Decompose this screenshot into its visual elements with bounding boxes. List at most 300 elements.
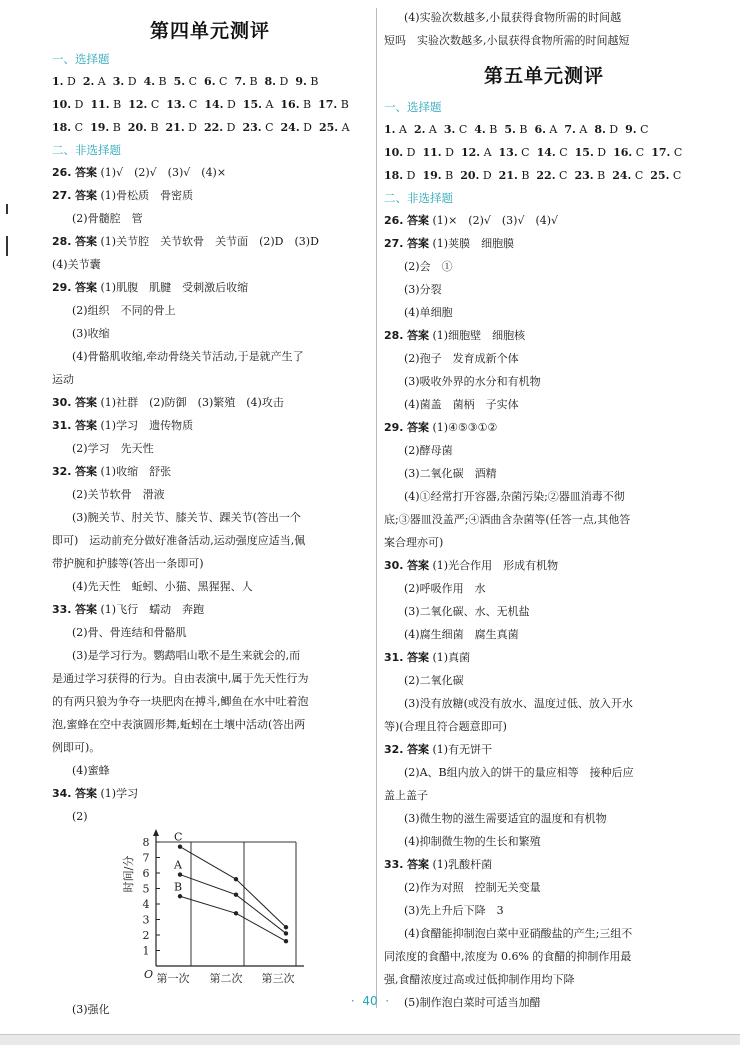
question-number: 7. (234, 75, 246, 88)
answer-text: (1)肌腹 肌腱 受刺激后收缩 (100, 281, 249, 294)
answer-letter: D (303, 121, 312, 134)
answer-letter: D (127, 75, 137, 88)
answer-label: 答案 (407, 421, 429, 434)
answer-label: 答案 (75, 465, 97, 478)
answer-text: (4)①经常打开容器,杂菌污染;②器皿消毒不彻 (404, 490, 625, 503)
question-number: 3. (443, 123, 456, 136)
answer-letter: D (597, 146, 607, 159)
answer-letter: B (340, 98, 349, 111)
unit4-section-nonchoice: 二、非选择题 (52, 143, 121, 157)
choice-answer (612, 164, 643, 187)
choice-answer (174, 70, 197, 93)
answer-line (52, 690, 368, 713)
answer-text: 强,食醋浓度过高或过低抑制作用均下降 (384, 973, 575, 986)
answer-letter: B (150, 121, 159, 134)
question-answer-line (384, 738, 704, 761)
answer-label: 答案 (75, 603, 97, 616)
question-number: 12. (128, 98, 148, 111)
page-number: · 40 · (350, 994, 390, 1008)
answer-letter: C (634, 169, 644, 182)
answer-text: (3)没有放糖(或没有放水、温度过低、放入开水 (404, 697, 633, 710)
choice-row (384, 164, 704, 187)
answer-letter: D (66, 75, 76, 88)
answer-letter: B (158, 75, 167, 88)
choice-answer (474, 118, 497, 141)
data-point-B (178, 894, 182, 898)
answer-text: (1)真菌 (432, 651, 471, 664)
answer-line (384, 945, 704, 968)
question-answer-line (52, 782, 368, 805)
choice-answer (144, 70, 167, 93)
question-number: 8. (594, 123, 606, 136)
answer-text: (1)④⑤③①② (432, 421, 498, 434)
answer-line (52, 322, 368, 345)
answer-text: (1)学习 遗传物质 (100, 419, 194, 432)
answer-text: (3)先上升后下降 3 (404, 904, 504, 917)
y-tick-label: 4 (142, 898, 150, 911)
answer-text: (4)关节囊 (52, 258, 101, 271)
y-tick-label: 5 (142, 882, 150, 896)
choice-answer (536, 164, 567, 187)
unit5-choice-answers (384, 118, 704, 187)
choice-answer (575, 141, 606, 164)
question-answer-line (384, 232, 704, 255)
answer-line (384, 715, 704, 738)
answer-line (52, 667, 368, 690)
choice-answer (265, 70, 289, 93)
answer-line (52, 621, 368, 644)
choice-answer (234, 70, 257, 93)
answer-letter: D (406, 169, 416, 182)
answer-letter: C (458, 123, 468, 136)
answer-text: (4)菌盖 菌柄 子实体 (404, 398, 519, 411)
unit4-choice-answers (52, 70, 368, 139)
question-number: 25. (650, 169, 670, 182)
unit4-answer-lines (52, 161, 368, 828)
answer-text: (2)作为对照 控制无关变量 (404, 881, 541, 894)
choice-answer (128, 93, 159, 116)
question-number: 15. (242, 98, 262, 111)
answer-letter: C (74, 121, 84, 134)
answer-text: (1)细胞壁 细胞核 (432, 329, 526, 342)
answer-label: 答案 (75, 787, 97, 800)
question-number: 28. (52, 235, 72, 248)
question-number: 24. (280, 121, 300, 134)
answer-line (384, 807, 704, 830)
answer-text: 案合理亦可) (384, 536, 444, 549)
page-number-value: 40 (362, 994, 378, 1008)
question-number: 27. (384, 237, 404, 250)
series-line-B (180, 896, 286, 941)
question-number: 14. (204, 98, 224, 111)
data-point-B (284, 939, 288, 943)
question-answer-line (52, 460, 368, 483)
answer-text: (1)乳酸杆菌 (432, 858, 493, 871)
answer-letter: C (188, 98, 198, 111)
data-point-A (284, 931, 288, 935)
answer-line (52, 529, 368, 552)
question-number: 21. (498, 169, 518, 182)
question-number: 9. (295, 75, 307, 88)
answer-text: 是通过学习获得的行为。自由表演中,属于先天性行为 (52, 672, 309, 685)
question-number: 26. (384, 214, 404, 227)
data-point-A (178, 872, 182, 876)
question-number: 9. (625, 123, 637, 136)
question-number: 32. (52, 465, 72, 478)
y-tick-label: 8 (142, 836, 150, 849)
answer-text: 即可) 运动前充分做好准备活动,运动强度应适当,佩 (52, 534, 306, 547)
answer-text: 的有两只狼为争夺一块肥肉在搏斗,鲫鱼在水中吐着泡 (52, 695, 309, 708)
choice-answer (504, 118, 527, 141)
answer-text: (5)制作泡白菜时可适当加醋 (404, 996, 541, 1009)
x-tick-label: 第二次 (209, 972, 243, 985)
choice-answer (318, 93, 349, 116)
answer-text: (1)骨松质 骨密质 (100, 189, 194, 202)
answer-line (52, 644, 368, 667)
answer-letter: B (521, 169, 530, 182)
unit5-title: 第五单元测评 (483, 65, 604, 87)
answer-text: (4)先天性 蚯蚓、小猫、黑猩猩、人 (72, 580, 253, 593)
answer-letter: D (482, 169, 492, 182)
answer-text: (3)二氧化碳、水、无机盐 (404, 605, 530, 618)
data-point-C (178, 844, 182, 848)
choice-answer (204, 93, 235, 116)
answer-text: (2)酵母菌 (404, 444, 453, 457)
answer-letter: B (249, 75, 258, 88)
answer-letter: D (279, 75, 289, 88)
choice-answer (574, 164, 605, 187)
question-number: 6. (204, 75, 216, 88)
series-label-C: C (174, 830, 183, 844)
choice-answer (295, 70, 318, 93)
answer-label: 答案 (75, 419, 97, 432)
bottom-bar (0, 1034, 740, 1045)
answer-text: (4)单细胞 (404, 306, 453, 319)
question-number: 24. (612, 169, 632, 182)
question-number: 7. (564, 123, 576, 136)
question-number: 22. (536, 169, 556, 182)
answer-label: 答案 (75, 235, 97, 248)
question-number: 8. (264, 75, 277, 88)
answer-line (52, 575, 368, 598)
question-number: 22. (204, 121, 224, 134)
answer-text: (1)收缩 舒张 (100, 465, 172, 478)
answer-line (52, 207, 368, 230)
answer-letter: C (640, 123, 649, 136)
question-number: 21. (165, 121, 185, 134)
answer-label: 答案 (75, 281, 97, 294)
answer-line (52, 713, 368, 736)
answer-line (384, 623, 704, 646)
choice-answer (534, 118, 557, 141)
series-label-A: A (174, 858, 182, 872)
answer-line (384, 508, 704, 531)
answer-line (52, 345, 368, 368)
answer-text: (2)呼吸作用 水 (404, 582, 486, 595)
answer-letter: D (609, 123, 619, 136)
answer-text: (1)关节腔 关节软骨 关节面 (2)D (3)D (100, 235, 319, 248)
data-point-C (284, 925, 288, 929)
question-number: 31. (384, 651, 404, 664)
answer-text: (3)二氧化碳 酒精 (404, 467, 497, 480)
answer-line (384, 439, 704, 462)
answer-letter: C (150, 98, 160, 111)
answer-letter: A (341, 121, 350, 134)
choice-answer (166, 93, 197, 116)
answer-letter: C (265, 121, 274, 134)
answer-letter: C (559, 169, 568, 182)
answer-text: (4)实验次数越多,小鼠获得食物所需的时间越 (404, 11, 622, 24)
answer-text: (3)吸收外界的水分和有机物 (404, 375, 541, 388)
answer-line (384, 876, 704, 899)
margin-mark (6, 204, 8, 214)
answer-line (52, 552, 368, 575)
answer-label: 答案 (75, 396, 97, 409)
answer-text: (3)是学习行为。鹦鹉唱山歌不是生来就会的,而 (72, 649, 301, 662)
data-point-B (234, 911, 238, 915)
answer-letter: B (113, 98, 122, 111)
question-number: 14. (536, 146, 556, 159)
answer-line (52, 759, 368, 782)
x-tick-label: 第一次 (156, 972, 190, 985)
choice-answer (281, 116, 312, 139)
answer-line (384, 278, 704, 301)
choice-answer (625, 118, 648, 141)
choice-answer (384, 118, 407, 141)
question-answer-line (52, 230, 368, 253)
choice-answer (243, 93, 274, 116)
question-number: 30. (52, 396, 72, 409)
unit5-section-choice: 一、选择题 (384, 100, 442, 114)
answer-letter: D (188, 121, 197, 134)
question-number: 19. (422, 169, 442, 182)
answer-letter: A (428, 123, 437, 136)
unit4-title: 第四单元测评 (149, 20, 270, 42)
answer-text: (4)抑制微生物的生长和繁殖 (404, 835, 541, 848)
unit5-section-nonchoice: 二、非选择题 (384, 191, 453, 205)
answer-text: (1)有无饼干 (432, 743, 493, 756)
answer-text: (1)飞行 蠕动 奔跑 (100, 603, 205, 616)
answer-line (52, 437, 368, 460)
question-number: 15. (574, 146, 594, 159)
question-number: 28. (384, 329, 404, 342)
choice-answer (499, 164, 530, 187)
choice-answer (280, 93, 311, 116)
answer-letter: D (445, 146, 454, 159)
answer-line (384, 669, 704, 692)
answer-line (52, 368, 368, 391)
answer-letter: A (483, 146, 492, 159)
question-number: 17. (651, 146, 671, 159)
answer-text: (4)蜜蜂 (72, 764, 110, 777)
answer-letter: C (635, 146, 645, 159)
answer-text: 同浓度的食醋中,浓度为 0.6% 的食醋的抑制作用最 (384, 950, 632, 963)
question-answer-line (52, 414, 368, 437)
y-axis-label: 时间/分 (122, 855, 135, 893)
question-number: 5. (504, 123, 516, 136)
choice-answer (242, 116, 273, 139)
answer-text: 例即可)。 (52, 741, 101, 754)
answer-line (384, 370, 704, 393)
answer-text: (2)学习 先天性 (72, 442, 154, 455)
answer-letter: B (597, 169, 606, 182)
choice-answer (166, 116, 197, 139)
answer-line (384, 922, 704, 945)
choice-row (52, 116, 368, 139)
answer-line (384, 6, 704, 29)
question-number: 20. (127, 121, 147, 134)
answer-text: (2)二氧化碳 (404, 674, 464, 687)
answer-letter: C (521, 146, 530, 159)
answer-line (384, 577, 704, 600)
unit5-answer-lines (384, 209, 704, 1014)
question-answer-line (52, 161, 368, 184)
answer-line (384, 255, 704, 278)
choice-answer (90, 93, 121, 116)
choice-row (52, 70, 368, 93)
question-number: 29. (384, 421, 404, 434)
answer-text: (3)收缩 (72, 327, 110, 340)
answer-letter: A (97, 75, 106, 88)
choice-answer (650, 164, 681, 187)
answer-text: 盖上盖子 (384, 789, 428, 802)
answer-text: (2)关节软骨 滑液 (72, 488, 165, 501)
answer-label: 答案 (407, 237, 429, 250)
question-answer-line (52, 598, 368, 621)
question-number: 26. (52, 166, 72, 179)
question-answer-line (52, 276, 368, 299)
question-number: 12. (460, 146, 481, 159)
question-number: 25. (319, 121, 339, 134)
answer-letter: A (398, 123, 407, 136)
answer-text: (3)腕关节、肘关节、膝关节、踝关节(答出一个 (72, 511, 301, 524)
answer-line (384, 29, 704, 52)
question-number: 3. (112, 75, 125, 88)
answer-text: (2)组织 不同的骨上 (72, 304, 176, 317)
answer-text: (4)腐生细菌 腐生真菌 (404, 628, 519, 641)
question-number: 2. (82, 75, 95, 88)
column-divider (376, 8, 377, 1008)
answer-label: 答案 (75, 166, 97, 179)
question-number: 33. (384, 858, 404, 871)
answer-letter: D (406, 146, 416, 159)
question-answer-line (52, 391, 368, 414)
answer-text: (2)骨、骨连结和骨骼肌 (72, 626, 187, 639)
answer-line (384, 899, 704, 922)
answer-letter: C (673, 146, 683, 159)
choice-row (384, 118, 704, 141)
choice-answer (422, 164, 453, 187)
question-answer-line (384, 416, 704, 439)
question-answer-line (52, 184, 368, 207)
answer-text: (1)社群 (2)防御 (3)繁殖 (4)攻击 (100, 396, 284, 409)
answer-line (52, 736, 368, 759)
question-number: 23. (242, 121, 262, 134)
answer-text: (2) (72, 810, 88, 823)
answer-letter: B (310, 75, 319, 88)
answer-line (384, 600, 704, 623)
choice-answer (594, 118, 618, 141)
answer-line (384, 830, 704, 853)
answer-line (384, 462, 704, 485)
question-answer-line (384, 324, 704, 347)
choice-answer (113, 70, 137, 93)
answer-text: (2)A、B组内放入的饼干的量应相等 接种后应 (404, 766, 634, 779)
question-number: 30. (384, 559, 404, 572)
x-tick-label: 第三次 (261, 972, 295, 985)
question-number: 32. (384, 743, 404, 756)
choice-answer (384, 141, 415, 164)
origin-label: O (144, 968, 154, 981)
answer-letter: C (219, 75, 228, 88)
answer-line (52, 483, 368, 506)
question-number: 11. (90, 98, 110, 111)
answer-line (52, 805, 368, 828)
answer-text: 带护腕和护膝等(答出一条即可) (52, 557, 204, 570)
question-number: 34. (52, 787, 72, 800)
answer-line: (3)强化 (72, 1003, 110, 1016)
question-answer-line (384, 853, 704, 876)
answer-line (384, 531, 704, 554)
answer-text: (1)光合作用 形成有机物 (432, 559, 559, 572)
answer-label: 答案 (407, 858, 429, 871)
answer-line (52, 506, 368, 529)
answer-text: (4)骨骼肌收缩,牵动骨绕关节活动,于是就产生了 (72, 350, 304, 363)
question-number: 13. (166, 98, 186, 111)
choice-answer (564, 118, 587, 141)
answer-text: (1)荚膜 细胞膜 (432, 237, 515, 250)
answer-letter: B (489, 123, 498, 136)
choice-answer (414, 118, 437, 141)
answer-line (384, 784, 704, 807)
choice-answer (384, 164, 415, 187)
answer-letter: B (519, 123, 528, 136)
choice-answer (613, 141, 644, 164)
answer-line (52, 299, 368, 322)
answer-text: 泡,蜜蜂在空中表演圆形舞,蚯蚓在土壤中活动(答出两 (52, 718, 306, 731)
choice-row (384, 141, 704, 164)
question-answer-line (384, 646, 704, 669)
unit4-continued-lines (384, 6, 704, 52)
answer-letter: A (265, 98, 274, 111)
question-number: 1. (384, 123, 396, 136)
choice-answer (461, 141, 492, 164)
choice-answer (52, 116, 83, 139)
choice-answer (651, 141, 682, 164)
answer-line (384, 347, 704, 370)
series-label-B: B (174, 880, 183, 894)
answer-text: 运动 (52, 373, 74, 386)
answer-line (384, 485, 704, 508)
answer-letter: C (672, 169, 682, 182)
data-point-A (234, 893, 238, 897)
unit4-section-choice: 一、选择题 (52, 52, 110, 66)
answer-label: 答案 (407, 329, 429, 342)
choice-answer (52, 93, 83, 116)
answer-label: 答案 (407, 214, 429, 227)
data-point-C (234, 877, 238, 881)
answer-line (384, 393, 704, 416)
choice-answer (90, 116, 121, 139)
y-axis-arrow (153, 829, 159, 836)
question-number: 4. (143, 75, 156, 88)
answer-text: (3)分裂 (404, 283, 442, 296)
question-number: 17. (318, 98, 338, 111)
series-line-C (180, 847, 286, 928)
answer-letter: D (226, 121, 236, 134)
choice-answer (83, 70, 106, 93)
answer-text: (1)× (2)√ (3)√ (4)√ (432, 214, 559, 227)
